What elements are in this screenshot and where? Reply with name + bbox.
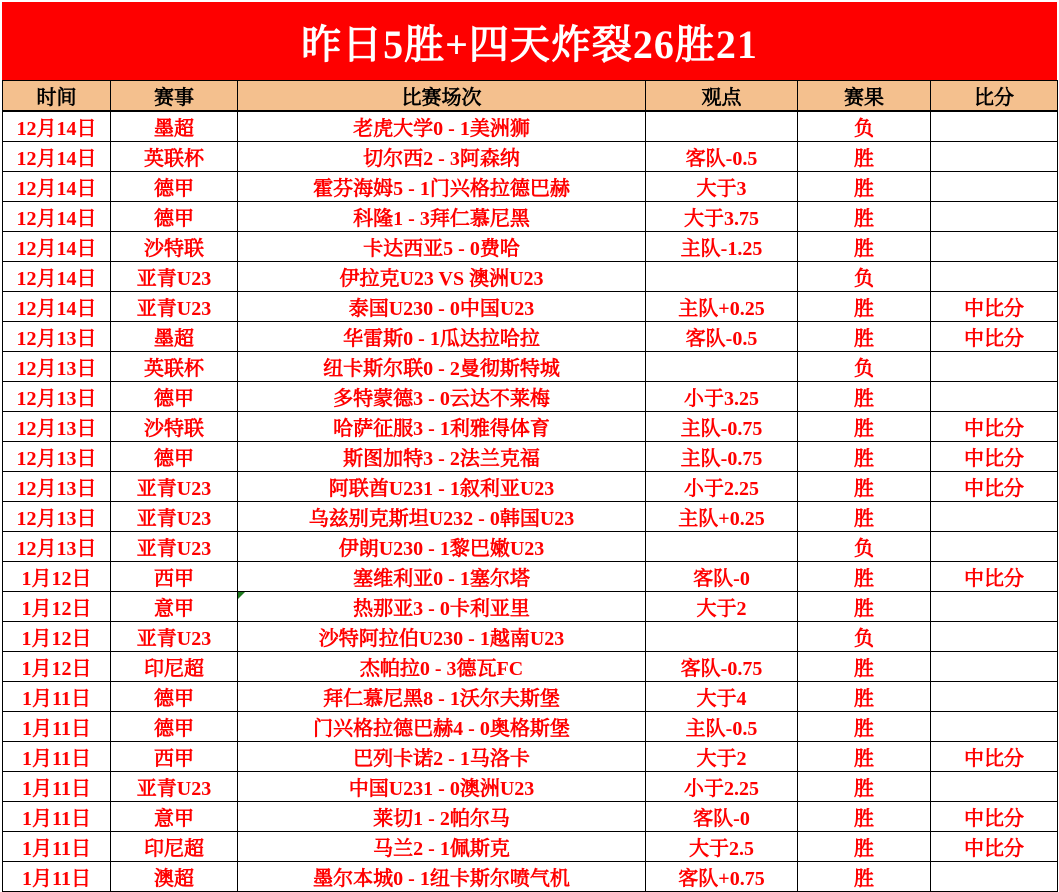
table-row [3,622,1058,652]
score-cell [931,172,1058,202]
table-row [3,532,1058,562]
date-cell: 1月11日 [3,832,111,862]
match-cell: 阿联酋U231 - 1叙利亚U23 [238,472,646,502]
view-cell: 大于4 [646,682,798,712]
date-cell: 1月12日 [3,592,111,622]
result-cell: 胜 [798,322,931,352]
date-cell: 1月12日 [3,622,111,652]
league-cell: 墨超 [111,322,238,352]
date-cell: 1月11日 [3,802,111,832]
league-cell: 澳超 [111,862,238,892]
table-row [3,202,1058,232]
result-cell: 胜 [798,412,931,442]
result-cell: 负 [798,532,931,562]
table-row [3,232,1058,262]
result-cell: 胜 [798,292,931,322]
result-cell: 胜 [798,652,931,682]
column-header-score: 比分 [931,81,1058,112]
score-cell [931,682,1058,712]
view-cell: 小于2.25 [646,772,798,802]
league-cell: 亚青U23 [111,262,238,292]
league-cell: 西甲 [111,562,238,592]
table-row [3,111,1058,142]
view-cell: 客队-0.5 [646,142,798,172]
column-header-match: 比赛场次 [238,81,646,112]
date-cell: 12月13日 [3,472,111,502]
date-cell: 12月13日 [3,412,111,442]
result-cell: 胜 [798,142,931,172]
league-cell: 亚青U23 [111,532,238,562]
score-cell [931,712,1058,742]
match-cell: 哈萨征服3 - 1利雅得体育 [238,412,646,442]
table-row [3,502,1058,532]
date-cell: 1月12日 [3,562,111,592]
header-row [3,81,1058,112]
score-cell: 中比分 [931,412,1058,442]
match-cell: 门兴格拉德巴赫4 - 0奥格斯堡 [238,712,646,742]
match-cell: 霍芬海姆5 - 1门兴格拉德巴赫 [238,172,646,202]
table-row [3,682,1058,712]
table-row [3,652,1058,682]
view-cell: 主队+0.25 [646,502,798,532]
match-cell: 拜仁慕尼黑8 - 1沃尔夫斯堡 [238,682,646,712]
match-cell: 科隆1 - 3拜仁慕尼黑 [238,202,646,232]
result-cell: 胜 [798,592,931,622]
date-cell: 12月14日 [3,172,111,202]
result-cell: 胜 [798,682,931,712]
table-row [3,292,1058,322]
column-header-view: 观点 [646,81,798,112]
score-cell [931,202,1058,232]
date-cell: 12月13日 [3,382,111,412]
view-cell: 客队-0 [646,562,798,592]
date-cell: 1月11日 [3,742,111,772]
view-cell: 主队-0.75 [646,442,798,472]
date-cell: 1月11日 [3,862,111,892]
date-cell: 12月14日 [3,142,111,172]
column-header-result: 赛果 [798,81,931,112]
date-cell: 12月14日 [3,292,111,322]
match-cell: 墨尔本城0 - 1纽卡斯尔喷气机 [238,862,646,892]
date-cell: 12月13日 [3,352,111,382]
table-row [3,802,1058,832]
table-row [3,382,1058,412]
league-cell: 意甲 [111,802,238,832]
league-cell: 沙特联 [111,232,238,262]
view-cell: 大于2 [646,592,798,622]
league-cell: 沙特联 [111,412,238,442]
table-row [3,562,1058,592]
date-cell: 12月14日 [3,262,111,292]
match-cell: 多特蒙德3 - 0云达不莱梅 [238,382,646,412]
date-cell: 1月11日 [3,712,111,742]
match-cell: 老虎大学0 - 1美洲狮 [238,111,646,142]
score-cell: 中比分 [931,472,1058,502]
table-row [3,742,1058,772]
score-cell: 中比分 [931,322,1058,352]
score-cell [931,592,1058,622]
score-cell [931,862,1058,892]
score-cell [931,772,1058,802]
view-cell: 大于2 [646,742,798,772]
result-cell: 胜 [798,772,931,802]
table-row [3,262,1058,292]
view-cell: 大于3.75 [646,202,798,232]
date-cell: 12月14日 [3,111,111,142]
score-cell [931,382,1058,412]
match-cell: 泰国U230 - 0中国U23 [238,292,646,322]
table-row [3,412,1058,442]
league-cell: 意甲 [111,592,238,622]
table-row [3,862,1058,892]
result-cell: 胜 [798,802,931,832]
match-cell: 卡达西亚5 - 0费哈 [238,232,646,262]
score-cell [931,502,1058,532]
result-cell: 胜 [798,562,931,592]
view-cell: 主队-0.5 [646,712,798,742]
score-cell: 中比分 [931,832,1058,862]
result-cell: 负 [798,262,931,292]
result-cell: 胜 [798,232,931,262]
view-cell: 客队-0.75 [646,652,798,682]
table-row [3,142,1058,172]
score-cell: 中比分 [931,742,1058,772]
score-cell [931,262,1058,292]
score-cell [931,232,1058,262]
league-cell: 印尼超 [111,832,238,862]
match-cell: 伊朗U230 - 1黎巴嫩U23 [238,532,646,562]
score-cell: 中比分 [931,442,1058,472]
score-cell: 中比分 [931,292,1058,322]
league-cell: 印尼超 [111,652,238,682]
view-cell: 主队+0.25 [646,292,798,322]
result-cell: 胜 [798,862,931,892]
view-cell [646,532,798,562]
date-cell: 12月13日 [3,532,111,562]
league-cell: 亚青U23 [111,472,238,502]
table-row [3,592,1058,622]
match-cell: 热那亚3 - 0卡利亚里 [238,592,646,622]
result-cell: 胜 [798,382,931,412]
results-table [2,80,1058,892]
view-cell: 客队+0.75 [646,862,798,892]
match-cell: 华雷斯0 - 1瓜达拉哈拉 [238,322,646,352]
result-cell: 胜 [798,472,931,502]
match-cell: 乌兹别克斯坦U232 - 0韩国U23 [238,502,646,532]
result-cell: 胜 [798,172,931,202]
table-row [3,442,1058,472]
match-cell: 塞维利亚0 - 1塞尔塔 [238,562,646,592]
league-cell: 西甲 [111,742,238,772]
result-cell: 胜 [798,202,931,232]
league-cell: 德甲 [111,712,238,742]
date-cell: 12月13日 [3,442,111,472]
view-cell [646,622,798,652]
match-cell: 切尔西2 - 3阿森纳 [238,142,646,172]
view-cell [646,262,798,292]
view-cell: 大于3 [646,172,798,202]
league-cell: 墨超 [111,111,238,142]
column-header-time: 时间 [3,81,111,112]
match-cell: 马兰2 - 1佩斯克 [238,832,646,862]
match-cell: 沙特阿拉伯U230 - 1越南U23 [238,622,646,652]
view-cell: 主队-0.75 [646,412,798,442]
score-cell [931,142,1058,172]
match-cell: 斯图加特3 - 2法兰克福 [238,442,646,472]
match-cell: 莱切1 - 2帕尔马 [238,802,646,832]
league-cell: 德甲 [111,442,238,472]
result-cell: 胜 [798,742,931,772]
view-cell: 大于2.5 [646,832,798,862]
score-cell [931,622,1058,652]
league-cell: 德甲 [111,382,238,412]
league-cell: 亚青U23 [111,502,238,532]
date-cell: 12月14日 [3,232,111,262]
result-cell: 胜 [798,712,931,742]
match-cell: 巴列卡诺2 - 1马洛卡 [238,742,646,772]
table-row [3,712,1058,742]
view-cell: 小于3.25 [646,382,798,412]
date-cell: 1月11日 [3,682,111,712]
match-cell: 杰帕拉0 - 3德瓦FC [238,652,646,682]
score-cell: 中比分 [931,802,1058,832]
view-cell: 客队-0 [646,802,798,832]
league-cell: 英联杯 [111,142,238,172]
result-cell: 负 [798,111,931,142]
score-cell [931,111,1058,142]
date-cell: 12月13日 [3,322,111,352]
league-cell: 德甲 [111,202,238,232]
league-cell: 英联杯 [111,352,238,382]
date-cell: 1月12日 [3,652,111,682]
score-cell [931,532,1058,562]
table-row [3,772,1058,802]
view-cell [646,352,798,382]
league-cell: 亚青U23 [111,772,238,802]
view-cell: 主队-1.25 [646,232,798,262]
date-cell: 1月11日 [3,772,111,802]
table-row [3,832,1058,862]
score-cell [931,352,1058,382]
match-cell: 伊拉克U23 VS 澳洲U23 [238,262,646,292]
date-cell: 12月13日 [3,502,111,532]
table-row [3,352,1058,382]
match-cell: 纽卡斯尔联0 - 2曼彻斯特城 [238,352,646,382]
table-row [3,472,1058,502]
league-cell: 亚青U23 [111,292,238,322]
score-cell [931,652,1058,682]
match-cell: 中国U231 - 0澳洲U23 [238,772,646,802]
league-cell: 亚青U23 [111,622,238,652]
result-cell: 负 [798,622,931,652]
view-cell: 小于2.25 [646,472,798,502]
table-row [3,172,1058,202]
comment-marker-icon [238,592,245,599]
view-cell: 客队-0.5 [646,322,798,352]
league-cell: 德甲 [111,172,238,202]
result-cell: 胜 [798,502,931,532]
column-header-league: 赛事 [111,81,238,112]
banner [2,2,1057,80]
result-cell: 胜 [798,442,931,472]
banner-title: 昨日5胜+四天炸裂26胜21 [301,21,758,67]
view-cell [646,111,798,142]
date-cell: 12月14日 [3,202,111,232]
league-cell: 德甲 [111,682,238,712]
table-row [3,322,1058,352]
result-cell: 负 [798,352,931,382]
result-cell: 胜 [798,832,931,862]
score-cell: 中比分 [931,562,1058,592]
